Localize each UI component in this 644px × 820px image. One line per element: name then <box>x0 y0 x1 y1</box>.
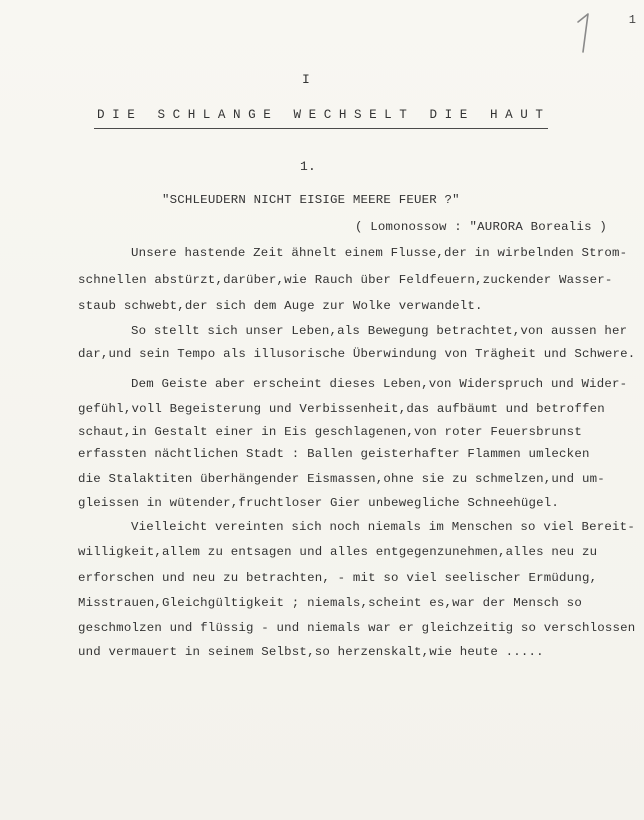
body-line: schaut,in Gestalt einer in Eis geschlagenen,von roter Feuersbrunst <box>78 425 582 439</box>
body-line: erfassten nächtlichen Stadt : Ballen geisterhafter Flammen umlecken <box>78 447 590 461</box>
body-line: Dem Geiste aber erscheint dieses Leben,von Widerspruch und Wider- <box>131 377 628 391</box>
body-line: Misstrauen,Gleichgültigkeit ; niemals,scheint es,war der Mensch so <box>78 596 582 610</box>
body-line: Vielleicht vereinten sich noch niemals im Menschen so viel Bereit- <box>131 520 635 534</box>
chapter-title: D I E S C H L A N G E W E C H S E L T D I E H A U T <box>97 108 543 122</box>
body-line: geschmolzen und flüssig - und niemals war er gleichzeitig so verschlossen <box>78 621 636 635</box>
body-line: und vermauert in seinem Selbst,so herzenskalt,wie heute ..... <box>78 645 544 659</box>
body-line: gleissen in wütender,fruchtloser Gier unbewegliche Schneehügel. <box>78 496 560 510</box>
title-underline <box>94 128 548 129</box>
body-line: dar,und sein Tempo als illusorische Überwindung von Trägheit und Schwere. <box>78 347 636 361</box>
chapter-number: I <box>302 72 311 87</box>
body-line: willigkeit,allem zu entsagen und alles entgegenzunehmen,alles neu zu <box>78 545 598 559</box>
epigraph-quote: "SCHLEUDERN NICHT EISIGE MEERE FEUER ?" <box>162 193 460 207</box>
body-line: schnellen abstürzt,darüber,wie Rauch über Feldfeuern,zuckender Wasser- <box>78 273 613 287</box>
page-number: 1 <box>628 13 636 27</box>
body-line: erforschen und neu zu betrachten, - mit so viel seelischer Ermüdung, <box>78 571 598 585</box>
body-line: Unsere hastende Zeit ähnelt einem Flusse,der in wirbelnden Strom- <box>131 246 628 260</box>
body-line: gefühl,voll Begeisterung und Verbissenheit,das aufbäumt und betroffen <box>78 402 605 416</box>
section-number: 1. <box>300 159 317 174</box>
epigraph-source: ( Lomonossow : "AURORA Borealis ) <box>355 220 607 234</box>
handwritten-page-mark <box>572 10 598 54</box>
body-line: So stellt sich unser Leben,als Bewegung betrachtet,von aussen her <box>131 324 628 338</box>
body-line: die Stalaktiten überhängender Eismassen,ohne sie zu schmelzen,und um- <box>78 472 605 486</box>
body-line: staub schwebt,der sich dem Auge zur Wolke verwandelt. <box>78 299 483 313</box>
